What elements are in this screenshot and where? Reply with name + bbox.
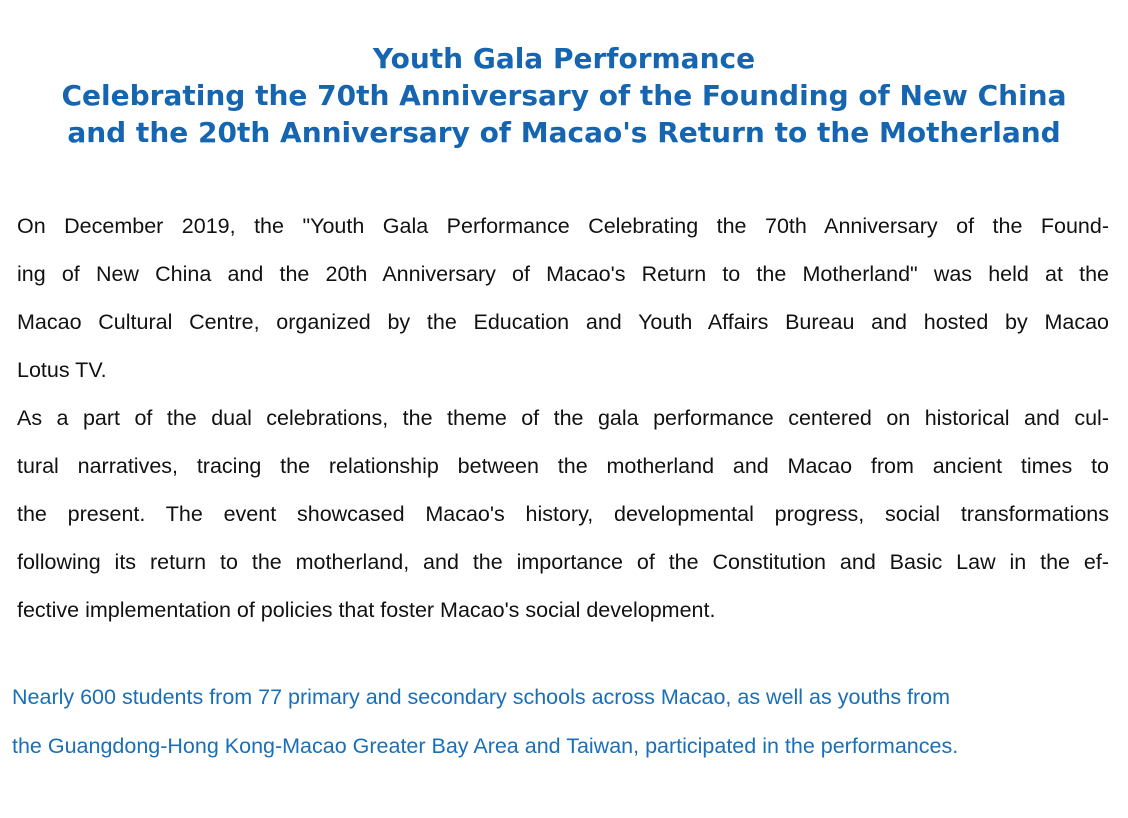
- paragraph-theme: [17, 398, 1109, 638]
- highlight-line: Nearly 600 students from 77 primary and secondary schools across Macao, as well as youths from: [12, 685, 951, 709]
- body-line: On December 2019, the "Youth Gala Performance Celebrating the 70th Anniversary of the Found-: [17, 214, 1109, 238]
- title-line: Youth Gala Performance: [372, 42, 756, 75]
- body-line: tural narratives, tracing the relationship between the motherland and Macao from ancient times to: [17, 454, 1109, 478]
- body-line: following its return to the motherland, and the importance of the Constitution and Basic Law in the ef-: [17, 550, 1109, 574]
- highlight-line: the Guangdong-Hong Kong-Macao Greater Bay Area and Taiwan, participated in the performances.: [12, 734, 959, 758]
- title-line: Celebrating the 70th Anniversary of the Founding of New China: [61, 79, 1067, 112]
- paragraph-event-details: [17, 206, 1109, 398]
- body-line: fective implementation of policies that foster Macao's social development.: [17, 598, 716, 622]
- body-line: the present. The event showcased Macao's history, developmental progress, social transformations: [17, 502, 1109, 526]
- article-body: [17, 206, 1109, 638]
- body-line: Lotus TV.: [17, 358, 107, 382]
- body-line: Macao Cultural Centre, organized by the Education and Youth Affairs Bureau and hosted by Macao: [17, 310, 1109, 334]
- title-line: and the 20th Anniversary of Macao's Return to the Motherland: [67, 116, 1061, 149]
- body-line: As a part of the dual celebrations, the theme of the gala performance centered on historical and cul-: [17, 406, 1109, 430]
- participants-highlight: [12, 677, 1117, 775]
- body-line: ing of New China and the 20th Anniversary of Macao's Return to the Motherland" was held at the: [17, 262, 1109, 286]
- page-title: [0, 40, 1128, 151]
